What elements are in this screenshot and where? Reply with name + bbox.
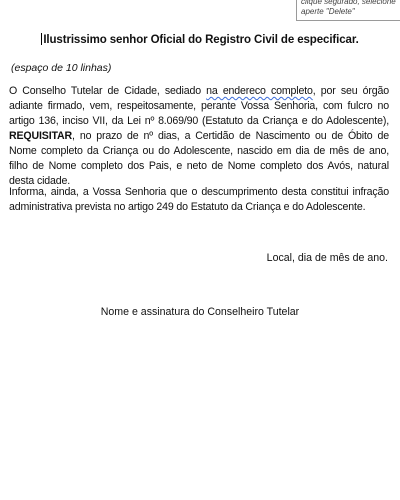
date-line: Local, dia de mês de ano.	[266, 252, 388, 264]
requisitar-emphasis: REQUISITAR	[9, 130, 73, 142]
paragraph1-part1: O Conselho Tutelar de Cidade, sediado	[9, 85, 207, 97]
request-paragraph	[9, 84, 389, 189]
tooltip-line-2: aperte "Delete"	[301, 7, 355, 16]
paragraph1-part3: , no prazo de nº dias, a Certidão de Nascimento ou de Óbito de Nome completo da Criança ou do Adolescente, nascido em dia de mês de ano, filho de Nome completo dos Pais, e neto de Nome completo dos Avós, natural desta cidade.	[9, 130, 389, 187]
document-title[interactable]	[0, 33, 400, 46]
delete-hint-tooltip	[296, 0, 400, 21]
tooltip-line-1: clique segurado, selecione	[301, 0, 396, 6]
paragraph1-part2: , por seu órgão adiante firmado, vem, respeitosamente, perante Vossa Senhoria, com fulcro no artigo 136, inciso VII, da Lei nº 8.069/90 (Estatuto da Criança e do Adolescente),	[9, 85, 389, 127]
signature-line: Nome e assinatura do Conselheiro Tutelar	[100, 306, 300, 318]
document-title-text: Ilustrissimo senhor Oficial do Registro Civil de especificar.	[43, 34, 359, 46]
notice-paragraph: Informa, ainda, a Vossa Senhoria que o descumprimento desta constitui infração administrativa prevista no artigo 249 do Estatuto da Criança e do Adolescente.	[9, 186, 389, 213]
space-note: (espaço de 10 linhas)	[11, 62, 112, 74]
misspelled-phrase[interactable]: na endereco completo	[206, 85, 313, 97]
